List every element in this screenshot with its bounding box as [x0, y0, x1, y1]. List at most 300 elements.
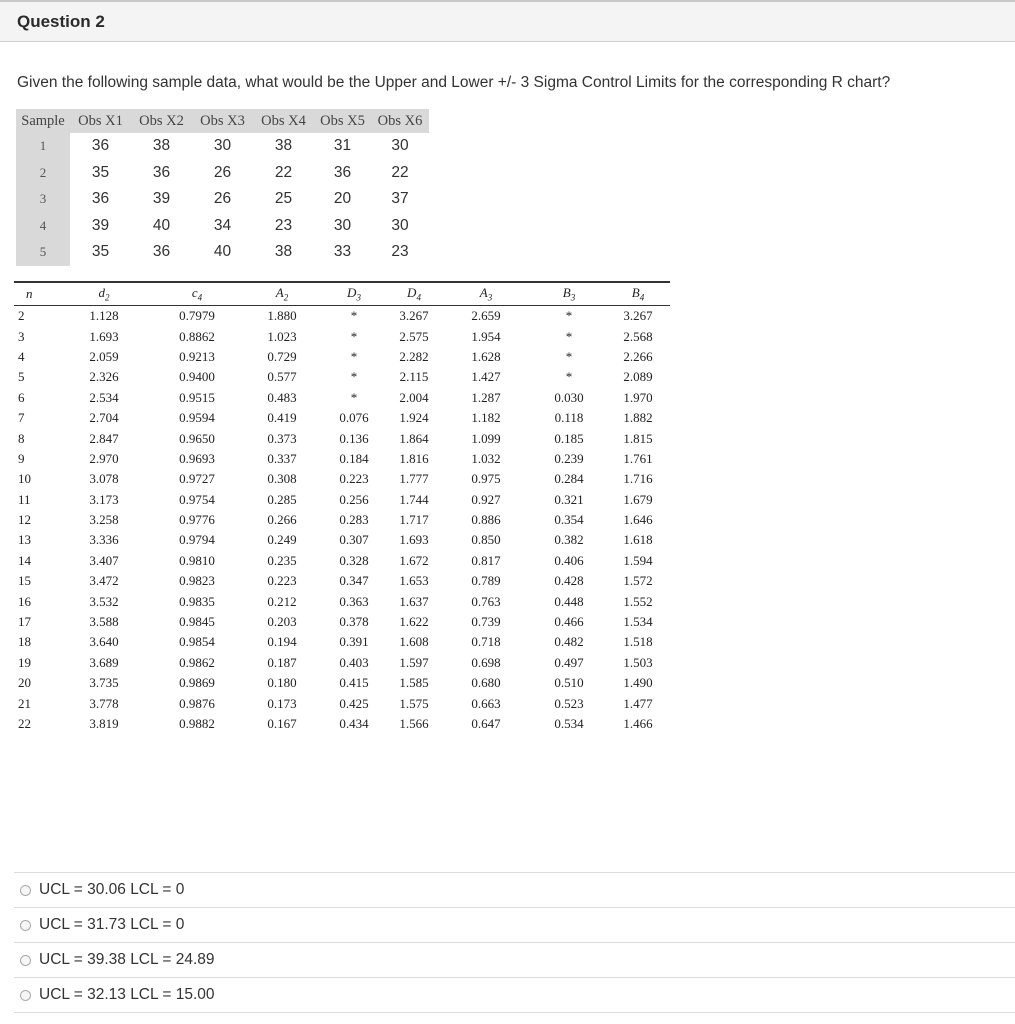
- constant-value: 0.448: [554, 593, 584, 609]
- sample-row: [16, 239, 429, 266]
- answer-option[interactable]: [14, 977, 1015, 1012]
- sample-size-n: 15: [18, 573, 31, 589]
- constant-value: 1.815: [623, 430, 653, 446]
- constant-value: 1.099: [471, 430, 501, 446]
- constant-value: 1.970: [623, 389, 653, 405]
- sample-size-n: 14: [18, 552, 31, 568]
- constant-value: 0.428: [554, 573, 584, 589]
- constant-col-header: [320, 282, 388, 306]
- constant-value: 0.173: [267, 695, 297, 711]
- constant-value: 0.185: [554, 430, 584, 446]
- constant-value: 1.618: [623, 532, 653, 548]
- observation-cell: 38: [274, 243, 293, 261]
- observation-cell: 35: [91, 243, 110, 261]
- constant-value: 3.640: [89, 634, 119, 650]
- constant-value: 1.954: [471, 328, 501, 344]
- sample-row: [16, 133, 429, 160]
- constant-value: 0.328: [339, 552, 369, 568]
- sample-data-table: [16, 109, 429, 266]
- constant-value: 0.284: [554, 471, 584, 487]
- constant-value: 1.566: [399, 716, 429, 731]
- constant-value: 0.308: [267, 471, 297, 487]
- radio-button-icon[interactable]: [20, 920, 31, 931]
- radio-button-icon[interactable]: [20, 990, 31, 1001]
- constant-value: 0.136: [339, 430, 369, 446]
- constant-value: 1.534: [623, 614, 653, 630]
- constant-value: 2.004: [399, 389, 429, 405]
- constant-value: 1.490: [623, 675, 653, 691]
- header-subscript: 4: [197, 292, 203, 303]
- constant-value: 1.646: [623, 512, 653, 528]
- constant-value: 0.763: [471, 593, 501, 609]
- observation-cell: 34: [213, 216, 232, 234]
- constant-value: 0.9810: [179, 552, 215, 568]
- constant-value: 0.223: [339, 471, 369, 487]
- header-subscript: 3: [487, 292, 493, 303]
- header-symbol: A: [479, 285, 488, 301]
- constant-value: 1.427: [471, 369, 501, 385]
- question-prompt: Given the following sample data, what would be the Upper and Lower +/- 3 Sigma Control Limits for the corresponding R chart?: [17, 74, 891, 91]
- observation-cell: 36: [333, 163, 352, 181]
- constants-row: [14, 326, 670, 346]
- sample-size-n: 7: [18, 410, 25, 426]
- constant-value: 3.472: [89, 573, 119, 589]
- answer-option-label[interactable]: UCL = 32.13 LCL = 15.00: [39, 986, 215, 1003]
- constants-row: [14, 693, 670, 713]
- sample-size-n: 21: [18, 695, 31, 711]
- constant-value: 0.118: [554, 410, 584, 426]
- constant-value: 1.466: [623, 716, 653, 731]
- constant-value: 0.354: [554, 512, 584, 528]
- header-subscript: 4: [639, 292, 645, 303]
- constant-value: *: [350, 369, 358, 385]
- constant-value: 0.729: [267, 348, 297, 364]
- observation-cell: 20: [333, 190, 352, 208]
- answer-option[interactable]: [14, 907, 1015, 942]
- constant-value: *: [565, 328, 573, 344]
- header-subscript: 2: [105, 292, 110, 303]
- constant-value: 0.698: [471, 654, 501, 670]
- constant-value: 0.378: [339, 614, 369, 630]
- sample-size-n: 18: [18, 634, 31, 650]
- constant-col-header: [440, 282, 532, 306]
- constant-value: 0.212: [267, 593, 297, 609]
- constants-header-row: [14, 282, 670, 306]
- constant-value: 1.628: [471, 348, 501, 364]
- constant-value: 0.647: [471, 716, 501, 731]
- answer-options: [14, 872, 1015, 1012]
- sample-number: 1: [16, 133, 70, 160]
- sample-size-n: 10: [18, 471, 31, 487]
- constants-row: [14, 714, 670, 734]
- observation-cell: 37: [391, 190, 409, 208]
- constant-value: 1.594: [623, 552, 653, 568]
- constant-value: 1.653: [399, 573, 429, 589]
- observation-cell: 38: [152, 137, 171, 155]
- constant-value: 0.076: [339, 410, 369, 426]
- sample-header-row: [16, 109, 429, 133]
- constant-value: 0.817: [471, 552, 501, 568]
- observation-cell: 25: [274, 190, 293, 208]
- sample-size-n: 9: [18, 450, 25, 466]
- constant-value: 0.249: [267, 532, 297, 548]
- sample-row: [16, 160, 429, 187]
- constant-value: 2.970: [89, 450, 119, 466]
- observation-cell: 31: [333, 137, 352, 155]
- observation-cell: 30: [391, 137, 409, 155]
- observation-cell: 23: [274, 216, 293, 234]
- constant-value: 0.180: [267, 675, 297, 691]
- sample-col-header: Obs X1: [70, 109, 131, 133]
- radio-button-icon[interactable]: [20, 885, 31, 896]
- observation-cell: 39: [91, 216, 110, 234]
- observation-cell: 40: [152, 216, 171, 234]
- constant-value: 3.267: [399, 308, 429, 324]
- constant-value: 3.819: [89, 716, 119, 731]
- constant-value: 0.510: [554, 675, 584, 691]
- constant-value: 3.258: [89, 512, 119, 528]
- constant-value: 0.434: [339, 716, 369, 731]
- constant-value: 0.497: [554, 654, 584, 670]
- constant-value: 0.419: [267, 410, 297, 426]
- constant-value: 1.575: [399, 695, 429, 711]
- sample-number: 5: [16, 239, 70, 266]
- sample-size-n: 11: [18, 491, 31, 507]
- constant-value: 0.9594: [179, 410, 215, 426]
- constant-value: 0.7979: [179, 308, 215, 324]
- header-symbol: B: [631, 285, 640, 301]
- constant-value: 0.9823: [179, 573, 215, 589]
- constant-value: 0.8862: [179, 328, 215, 344]
- constant-value: *: [565, 369, 573, 385]
- constant-value: 0.167: [267, 716, 297, 731]
- question-title: Question 2: [17, 12, 105, 31]
- constant-value: 0.9869: [179, 675, 215, 691]
- observation-cell: 30: [213, 137, 232, 155]
- constants-row: [14, 612, 670, 632]
- constant-value: 2.847: [89, 430, 119, 446]
- constant-value: 0.266: [267, 512, 297, 528]
- constant-value: 1.693: [89, 328, 119, 344]
- constant-value: 1.716: [623, 471, 653, 487]
- answer-option[interactable]: [14, 872, 1015, 907]
- constant-value: 0.850: [471, 532, 501, 548]
- constant-value: 0.739: [471, 614, 501, 630]
- constant-value: 0.415: [339, 675, 369, 691]
- constant-value: 1.023: [267, 328, 297, 344]
- constants-row: [14, 530, 670, 550]
- header-subscript: 3: [570, 292, 576, 303]
- constant-value: 3.173: [89, 491, 119, 507]
- observation-cell: 22: [391, 163, 409, 181]
- constant-value: 1.608: [399, 634, 429, 650]
- constant-value: 0.382: [554, 532, 584, 548]
- constant-value: 0.9835: [179, 593, 215, 609]
- constant-value: 1.637: [399, 593, 429, 609]
- observation-cell: 35: [91, 163, 110, 181]
- sample-size-n: 20: [18, 675, 31, 691]
- constant-value: 2.266: [623, 348, 653, 364]
- constant-value: 3.532: [89, 593, 119, 609]
- sample-size-n: 4: [18, 348, 25, 364]
- sample-col-header: Obs X2: [131, 109, 192, 133]
- constant-value: 0.534: [554, 716, 584, 731]
- constants-row: [14, 673, 670, 693]
- sample-size-n: 12: [18, 512, 31, 528]
- constant-value: 1.693: [399, 532, 429, 548]
- observation-cell: 33: [333, 243, 352, 261]
- constant-value: 0.194: [267, 634, 297, 650]
- observation-cell: 40: [213, 243, 232, 261]
- constant-value: 1.672: [399, 552, 429, 568]
- constant-value: 1.572: [623, 573, 653, 589]
- constant-value: 3.735: [89, 675, 119, 691]
- sample-size-n: 2: [18, 308, 25, 324]
- constant-value: 2.089: [623, 369, 653, 385]
- constant-value: 1.882: [623, 410, 653, 426]
- sample-col-header: Obs X4: [253, 109, 314, 133]
- constant-value: 0.187: [267, 654, 297, 670]
- sample-number: 3: [16, 186, 70, 213]
- constant-value: 0.9754: [179, 491, 215, 507]
- constant-col-header: [14, 282, 58, 306]
- constant-value: 0.789: [471, 573, 501, 589]
- header-symbol: A: [275, 285, 284, 301]
- observation-cell: 26: [213, 190, 232, 208]
- sample-size-n: 17: [18, 614, 31, 630]
- constants-row: [14, 306, 670, 327]
- header-subscript: 3: [356, 292, 361, 303]
- constant-value: 2.326: [89, 369, 119, 385]
- constant-value: 0.203: [267, 614, 297, 630]
- constant-value: 0.030: [554, 389, 584, 405]
- constant-value: 0.337: [267, 450, 297, 466]
- constant-value: 0.321: [554, 491, 584, 507]
- observation-cell: 36: [91, 137, 110, 155]
- constant-value: 0.403: [339, 654, 369, 670]
- observation-cell: 38: [274, 137, 293, 155]
- header-symbol: D: [407, 285, 417, 301]
- constant-value: 0.975: [471, 471, 501, 487]
- constant-value: 0.9213: [179, 348, 215, 364]
- constant-value: 0.256: [339, 491, 369, 507]
- constant-value: 1.864: [399, 430, 429, 446]
- constant-value: 1.518: [623, 634, 653, 650]
- constant-value: 1.717: [399, 512, 429, 528]
- constant-value: 2.282: [399, 348, 429, 364]
- constant-value: 0.9882: [179, 716, 215, 731]
- sample-number: 2: [16, 160, 70, 187]
- answer-option[interactable]: [14, 942, 1015, 977]
- radio-button-icon[interactable]: [20, 955, 31, 966]
- constants-row: [14, 653, 670, 673]
- sample-size-n: 6: [18, 389, 25, 405]
- constant-value: 0.9794: [179, 532, 215, 548]
- constant-value: 1.585: [399, 675, 429, 691]
- sample-size-n: 19: [18, 654, 31, 670]
- constant-value: 3.588: [89, 614, 119, 630]
- constant-value: 0.9693: [179, 450, 215, 466]
- constant-value: 3.078: [89, 471, 119, 487]
- question-header: [0, 0, 1015, 42]
- constant-value: 0.283: [339, 512, 369, 528]
- constant-value: *: [350, 389, 358, 405]
- constant-value: 2.568: [623, 328, 653, 344]
- constants-row: [14, 388, 670, 408]
- constants-row: [14, 408, 670, 428]
- constant-value: 0.9854: [179, 634, 215, 650]
- constant-value: 1.032: [471, 450, 501, 466]
- constant-value: 0.425: [339, 695, 369, 711]
- constants-row: [14, 367, 670, 387]
- constant-value: 2.534: [89, 389, 119, 405]
- observation-cell: 39: [152, 190, 171, 208]
- constant-value: 0.9845: [179, 614, 215, 630]
- constant-value: 1.880: [267, 308, 297, 324]
- constants-row: [14, 449, 670, 469]
- observation-cell: 23: [391, 243, 409, 261]
- control-chart-constants-table: [14, 281, 670, 734]
- constant-value: 0.363: [339, 593, 369, 609]
- constant-value: 1.128: [89, 308, 119, 324]
- constant-value: 3.407: [89, 552, 119, 568]
- constant-value: 1.777: [399, 471, 429, 487]
- constant-value: *: [565, 348, 573, 364]
- constant-value: 0.9862: [179, 654, 215, 670]
- constant-col-header: [58, 282, 150, 306]
- constant-value: 3.267: [623, 308, 653, 324]
- constant-value: 1.622: [399, 614, 429, 630]
- constant-col-header: [150, 282, 244, 306]
- constant-value: 0.886: [471, 512, 501, 528]
- sample-col-header: Obs X6: [371, 109, 429, 133]
- constant-value: 0.235: [267, 552, 297, 568]
- constant-value: 0.9727: [179, 471, 215, 487]
- constant-value: 0.482: [554, 634, 584, 650]
- constants-row: [14, 469, 670, 489]
- observation-cell: 36: [152, 163, 171, 181]
- header-symbol: c: [191, 285, 198, 301]
- constants-row: [14, 632, 670, 652]
- constant-value: 2.659: [471, 308, 501, 324]
- sample-size-n: 16: [18, 593, 31, 609]
- header-symbol: n: [26, 286, 33, 301]
- header-symbol: B: [562, 285, 571, 301]
- constant-value: 1.182: [471, 410, 501, 426]
- constant-col-header: [606, 282, 670, 306]
- constant-value: 2.059: [89, 348, 119, 364]
- constant-value: 0.391: [339, 634, 369, 650]
- sample-col-header: Sample: [16, 109, 70, 133]
- constant-value: 1.679: [623, 491, 653, 507]
- constant-value: 0.9876: [179, 695, 215, 711]
- constant-value: 3.336: [89, 532, 119, 548]
- constant-value: 0.184: [339, 450, 369, 466]
- sample-size-n: 13: [18, 532, 31, 548]
- constant-value: 0.9776: [179, 512, 215, 528]
- sample-row: [16, 213, 429, 240]
- constant-value: 2.704: [89, 410, 119, 426]
- constant-value: 1.761: [623, 450, 653, 466]
- constant-value: 0.466: [554, 614, 584, 630]
- constants-row: [14, 510, 670, 530]
- constant-value: *: [350, 308, 358, 324]
- observation-cell: 30: [391, 216, 409, 234]
- constant-value: 0.718: [471, 634, 501, 650]
- constant-value: 3.689: [89, 654, 119, 670]
- sample-size-n: 22: [18, 716, 31, 731]
- constants-row: [14, 347, 670, 367]
- constant-value: 1.924: [399, 410, 429, 426]
- constant-value: 1.597: [399, 654, 429, 670]
- header-symbol: d: [98, 285, 105, 301]
- sample-row: [16, 186, 429, 213]
- constant-value: 0.663: [471, 695, 501, 711]
- constant-value: 1.552: [623, 593, 653, 609]
- constant-value: 0.483: [267, 389, 297, 405]
- constant-value: 1.287: [471, 389, 501, 405]
- observation-cell: 36: [91, 190, 110, 208]
- constant-value: 1.503: [623, 654, 653, 670]
- observation-cell: 36: [152, 243, 171, 261]
- constants-row: [14, 490, 670, 510]
- constant-value: 0.9650: [179, 430, 215, 446]
- sample-size-n: 8: [18, 430, 25, 446]
- constant-value: 0.239: [554, 450, 584, 466]
- observation-cell: 22: [274, 163, 293, 181]
- constant-value: 0.223: [267, 573, 297, 589]
- constants-row: [14, 428, 670, 448]
- header-symbol: D: [347, 285, 357, 301]
- header-subscript: 2: [283, 292, 289, 303]
- header-subscript: 4: [416, 292, 421, 303]
- constant-value: 0.927: [471, 491, 501, 507]
- answer-option-label[interactable]: UCL = 39.38 LCL = 24.89: [39, 951, 215, 968]
- constant-value: 0.9400: [179, 369, 215, 385]
- constant-value: 0.9515: [179, 389, 215, 405]
- constant-value: 0.680: [471, 675, 501, 691]
- constant-value: 1.816: [399, 450, 429, 466]
- constant-value: 0.577: [267, 369, 297, 385]
- constant-value: 2.115: [399, 369, 429, 385]
- constant-value: *: [350, 348, 358, 364]
- constant-value: 0.307: [339, 532, 369, 548]
- sample-size-n: 3: [18, 328, 25, 344]
- constant-value: 0.523: [554, 695, 584, 711]
- constant-col-header: [532, 282, 606, 306]
- constant-value: 1.477: [623, 695, 653, 711]
- constant-value: 0.406: [554, 552, 584, 568]
- constant-col-header: [388, 282, 440, 306]
- observation-cell: 26: [213, 163, 232, 181]
- answer-option-label[interactable]: UCL = 30.06 LCL = 0: [39, 881, 185, 898]
- constant-value: 0.373: [267, 430, 297, 446]
- constant-value: 2.575: [399, 328, 429, 344]
- constant-value: 3.778: [89, 695, 119, 711]
- observation-cell: 30: [333, 216, 352, 234]
- constants-row: [14, 571, 670, 591]
- sample-size-n: 5: [18, 369, 25, 385]
- answer-option-label[interactable]: UCL = 31.73 LCL = 0: [39, 916, 185, 933]
- constant-value: *: [350, 328, 358, 344]
- constants-row: [14, 591, 670, 611]
- constant-value: *: [565, 308, 573, 324]
- constants-row: [14, 551, 670, 571]
- sample-number: 4: [16, 213, 70, 240]
- constant-value: 1.744: [399, 491, 429, 507]
- constant-col-header: [244, 282, 320, 306]
- constant-value: 0.347: [339, 573, 369, 589]
